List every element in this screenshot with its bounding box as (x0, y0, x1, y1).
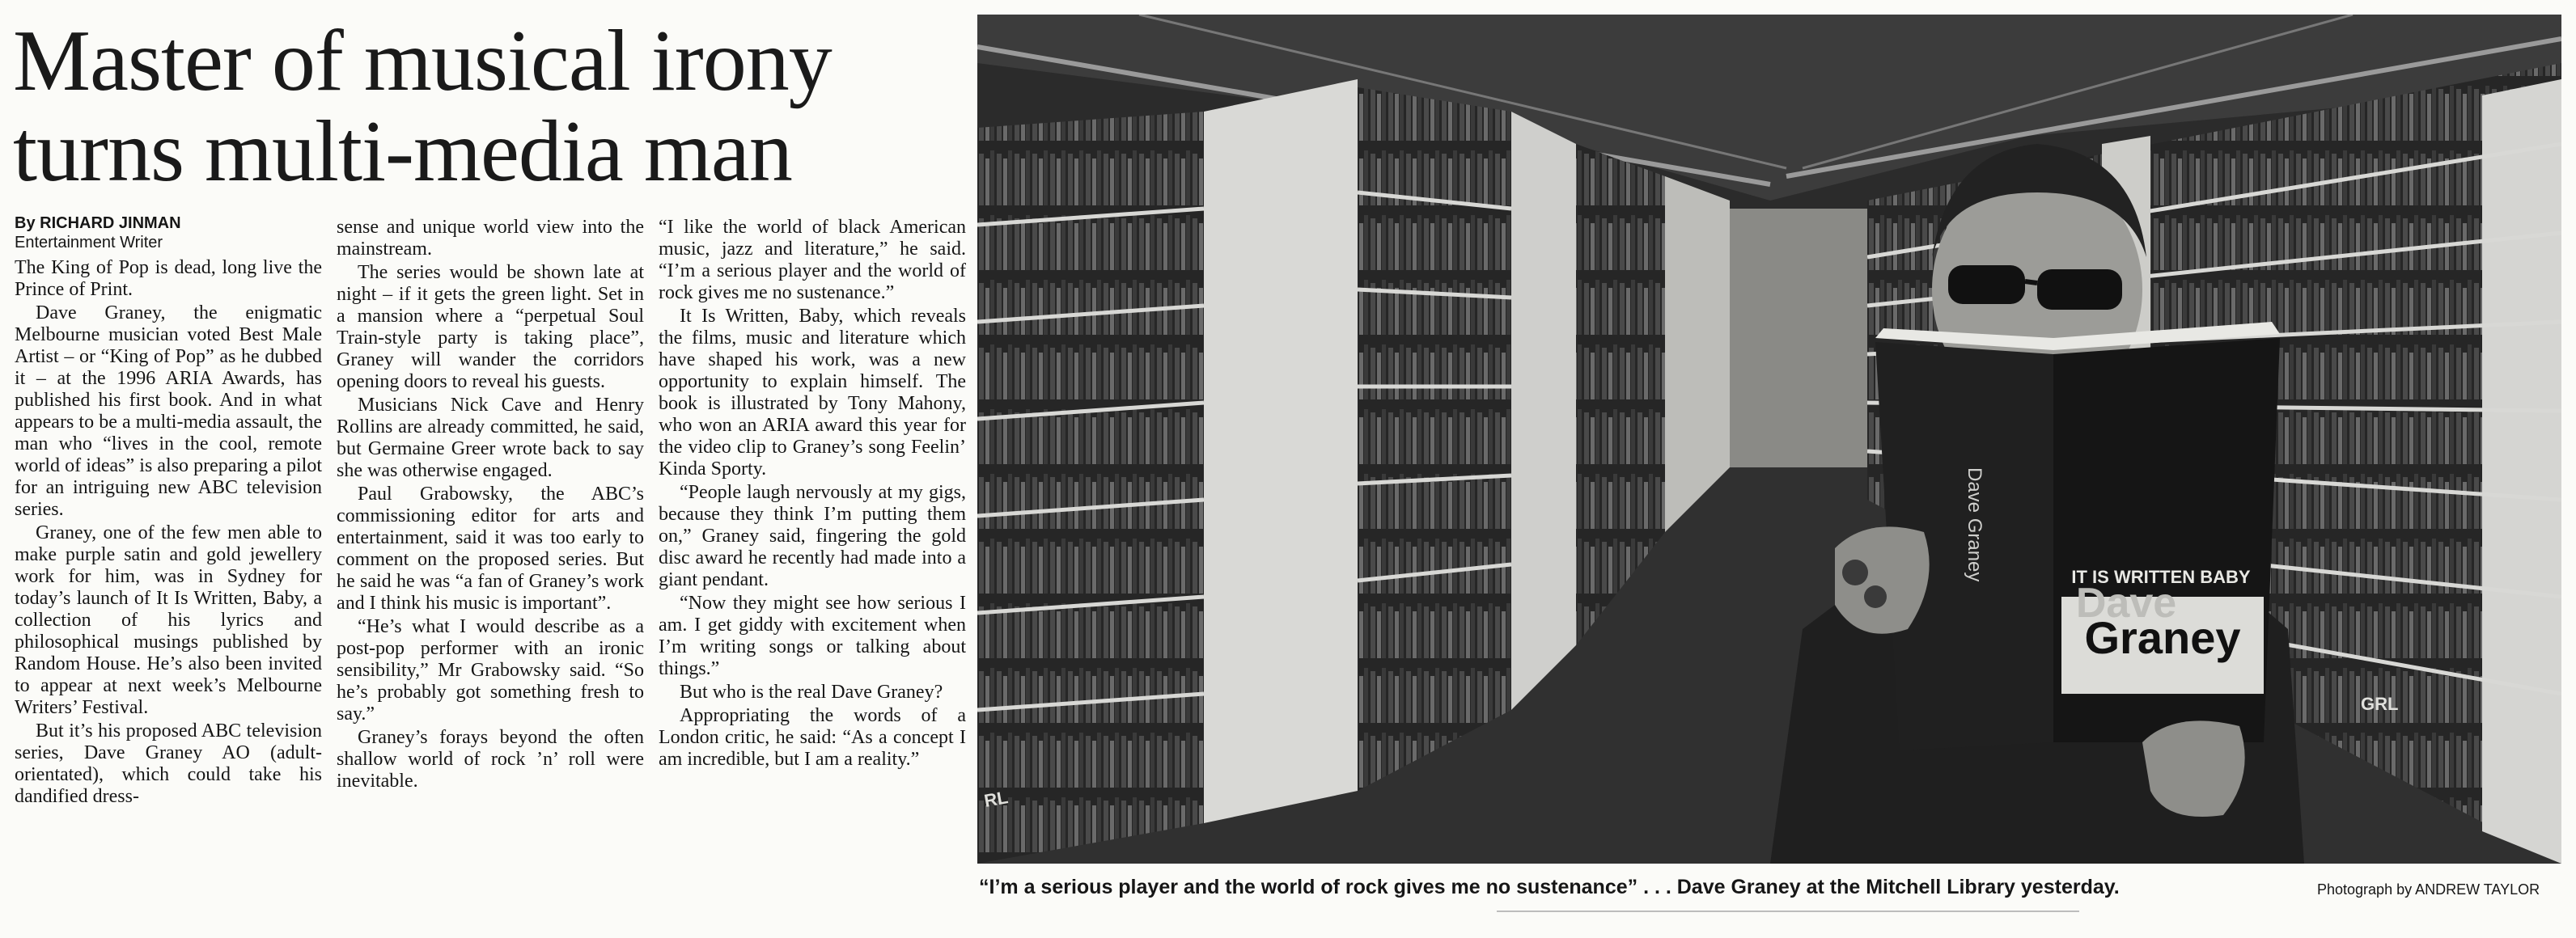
book-author-last: Graney (2084, 612, 2241, 663)
article-column-1 (15, 257, 322, 809)
paragraph: But who is the real Dave Graney? (680, 682, 943, 703)
book-spine-text: Dave Graney (1964, 467, 1985, 582)
headline (13, 13, 968, 200)
paragraph: Graney, one of the few men able to make purple satin and gold jewellery work for him, was in Sydney for today’s launch of It Is Written, Baby, a collection of his lyrics and philosophical musings published by Random House. He’s also been invited to appear at next week’s Melbourne Writers’ Festival. (15, 522, 322, 718)
paragraph: “I like the world of black American music, jazz and literature,” he said. “I’m a serious player and the world of rock gives me no sustenance.” (659, 217, 966, 303)
photo-caption: “I’m a serious player and the world of rock gives me no sustenance” . . . Dave Graney at the Mitchell Library yesterday. (979, 876, 2120, 898)
paragraph: “People laugh nervously at my gigs, because they think I’m putting them on,” Graney said, fingering the gold disc award he recently had made into a giant pendant. (659, 482, 966, 590)
shelf-label: RL (982, 787, 1010, 811)
paragraph: Graney’s forays beyond the often shallow world of rock ’n’ roll were inevitable. (337, 727, 644, 792)
paragraph: “He’s what I would describe as a post-pop performer with an ironic sensibility,” Mr Grabowsky said. “So he’s probably got something fresh to say.” (337, 616, 644, 725)
paragraph: It Is Written, Baby, which reveals the films, music and literature which have shaped his work, was a new opportunity to explain himself. The book is illustrated by Tony Mahony, who won an ARIA award this year for the video clip to Graney’s song Feelin’ Kinda Sporty. (659, 306, 966, 480)
book-author-first: Dave (2075, 580, 2177, 627)
article-column-3 (659, 217, 966, 772)
paragraph: The King of Pop is dead, long live the Prince of Print. (15, 257, 322, 300)
shelf-label: GRL (2361, 694, 2399, 714)
byline-author: By RICHARD JINMAN (15, 214, 181, 232)
paragraph: Appropriating the words of a London critic, he said: “As a concept I am incredible, but I am a reality.” (659, 705, 966, 770)
paragraph: Paul Grabowsky, the ABC’s commissioning editor for arts and entertainment, said it was too early to comment on the proposed series. But he said he was “a fan of Graney’s work and I think his music is important”. (337, 484, 644, 614)
book-title: IT IS WRITTEN BABY (2071, 567, 2251, 587)
paragraph: “Now they might see how serious I am. I get giddy with excitement when I’m writing songs or talking about things.” (659, 593, 966, 679)
photo-credit: Photograph by ANDREW TAYLOR (2317, 881, 2540, 898)
paragraph: The series would be shown late at night – if it gets the green light. Set in a mansion where a “perpetual Soul Train-style party is taking place”, Graney will wander the corridors opening doors to reveal his guests. (337, 262, 644, 392)
library-photo (977, 15, 2561, 864)
paragraph: But it’s his proposed ABC television series, Dave Graney AO (adult-orientated), which could take his dandified dress- (15, 720, 322, 807)
byline (15, 213, 306, 252)
divider (1497, 911, 2079, 912)
paragraph: Dave Graney, the enigmatic Melbourne musician voted Best Male Artist – or “King of Pop” as he dubbed it – at the 1996 ARIA Awards, has published his first book. And in what appears to be a multi-media assault, the man who “lives in the cool, remote world of ideas” is also preparing a pilot for an intriguing new ABC television series. (15, 302, 322, 520)
headline-line-2: turns multi-media man (13, 104, 792, 200)
byline-role: Entertainment Writer (15, 234, 163, 251)
paragraph: Musicians Nick Cave and Henry Rollins are already committed, he said, but Germaine Greer wrote back to say she was otherwise engaged. (337, 395, 644, 481)
paragraph: sense and unique world view into the mainstream. (337, 217, 644, 260)
article-column-2 (337, 217, 644, 794)
headline-line-1: Master of musical irony (13, 13, 832, 109)
